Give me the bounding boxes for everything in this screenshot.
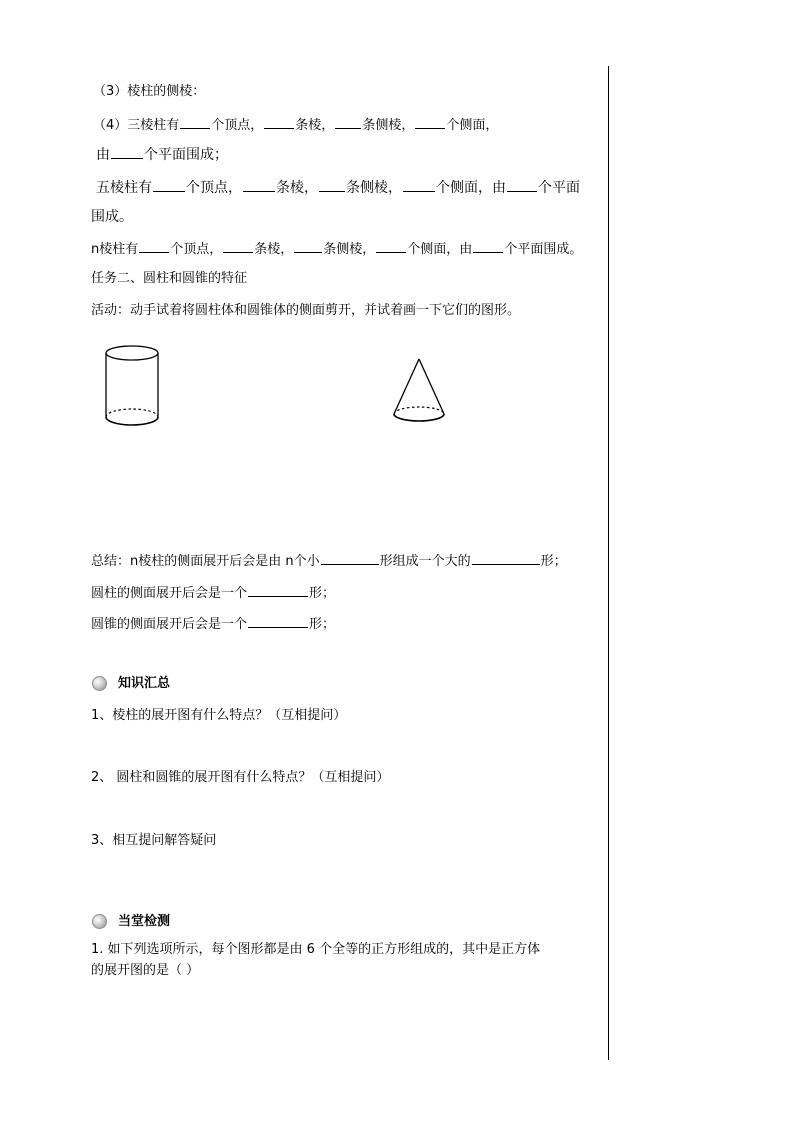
text: 围成。 (91, 209, 133, 225)
text: 条侧棱， (346, 180, 402, 196)
text: 个顶点， (211, 118, 264, 133)
section-bullet-icon (92, 914, 107, 929)
text: 由 (96, 147, 110, 163)
blank[interactable] (153, 178, 185, 192)
text-lateral-edge: （3）棱柱的侧棱： (93, 84, 206, 99)
cylinder-figure (100, 343, 166, 433)
text: 任务二、圆柱和圆锥的特征 (91, 271, 248, 286)
text: n棱柱有 (91, 242, 139, 257)
blank[interactable] (248, 583, 308, 597)
text: 个侧面，由 (436, 180, 506, 196)
line-n-prism (91, 239, 582, 259)
text: 当堂检测 (118, 914, 171, 929)
text: 的展开图的是（ ） (91, 963, 200, 978)
section-title-knowledge (118, 675, 170, 693)
text: 个顶点， (170, 242, 223, 257)
line-triangular-prism (93, 115, 498, 135)
blank[interactable] (321, 551, 379, 565)
text: 3、相互提问解答疑问 (91, 833, 217, 848)
section-title-test (118, 913, 170, 931)
line-pentagonal-prism (96, 178, 580, 197)
blank[interactable] (139, 239, 169, 253)
margin-rule (608, 66, 609, 1060)
test-question-1-cont (91, 962, 199, 980)
blank[interactable] (111, 145, 143, 159)
text: 知识汇总 (118, 676, 171, 691)
text: 2、 圆柱和圆锥的展开图有什么特点？（互相提问） (91, 770, 390, 785)
blank[interactable] (294, 239, 322, 253)
text: 个平面围成； (144, 147, 228, 163)
summary-line-2 (91, 583, 335, 603)
knowledge-item-3 (91, 832, 216, 850)
blank[interactable] (473, 239, 503, 253)
text: 圆锥的侧面展开后会是一个 (91, 617, 248, 632)
cone-figure (387, 354, 451, 434)
blank[interactable] (376, 239, 406, 253)
text: 个平面围成。 (504, 242, 583, 257)
blank[interactable] (180, 115, 210, 129)
text: 条棱， (254, 242, 294, 257)
section-bullet-icon (92, 676, 107, 691)
blank[interactable] (335, 115, 361, 129)
activity-text (91, 302, 520, 320)
text: 形组成一个大的 (379, 554, 471, 569)
knowledge-item-2 (91, 769, 389, 787)
knowledge-item-1 (91, 707, 346, 725)
text: 形； (309, 617, 336, 632)
blank[interactable] (248, 614, 308, 628)
text: 五棱柱有 (96, 180, 152, 196)
text: 1、棱柱的展开图有什么特点？（互相提问） (91, 708, 347, 723)
blank[interactable] (403, 178, 435, 192)
summary-line-3 (91, 614, 335, 634)
text: 1. 如下列选项所示，每个图形都是由 6 个全等的正方形组成的，其中是正方体 (91, 942, 541, 957)
text: 条棱， (295, 118, 335, 133)
blank[interactable] (472, 551, 540, 565)
text: 个侧面，由 (407, 242, 473, 257)
text: 总结：n棱柱的侧面展开后会是由 n个小 (91, 554, 320, 569)
blank[interactable] (319, 178, 345, 192)
text: 个顶点， (186, 180, 242, 196)
text: 形； (540, 554, 567, 569)
blank[interactable] (507, 178, 537, 192)
test-question-1 (91, 941, 540, 959)
text: （4）三棱柱有 (93, 118, 180, 133)
task2-heading (91, 270, 247, 288)
line-lateral-edge (93, 83, 205, 101)
blank[interactable] (415, 115, 445, 129)
text: 条侧棱， (362, 118, 415, 133)
text: 活动：动手试着将圆柱体和圆锥体的侧面剪开，并试着画一下它们的图形。 (91, 303, 521, 318)
blank[interactable] (243, 178, 275, 192)
line-pentagonal-prism-cont (91, 208, 133, 226)
text: 条棱， (276, 180, 318, 196)
text: 个侧面， (446, 118, 499, 133)
summary-line-1 (91, 551, 567, 571)
blank[interactable] (264, 115, 294, 129)
text: 形； (309, 586, 336, 601)
blank[interactable] (223, 239, 253, 253)
text: 条侧棱， (323, 242, 376, 257)
text: 圆柱的侧面展开后会是一个 (91, 586, 248, 601)
line-triangular-prism-faces (96, 145, 228, 164)
text: 个平面 (538, 180, 580, 196)
